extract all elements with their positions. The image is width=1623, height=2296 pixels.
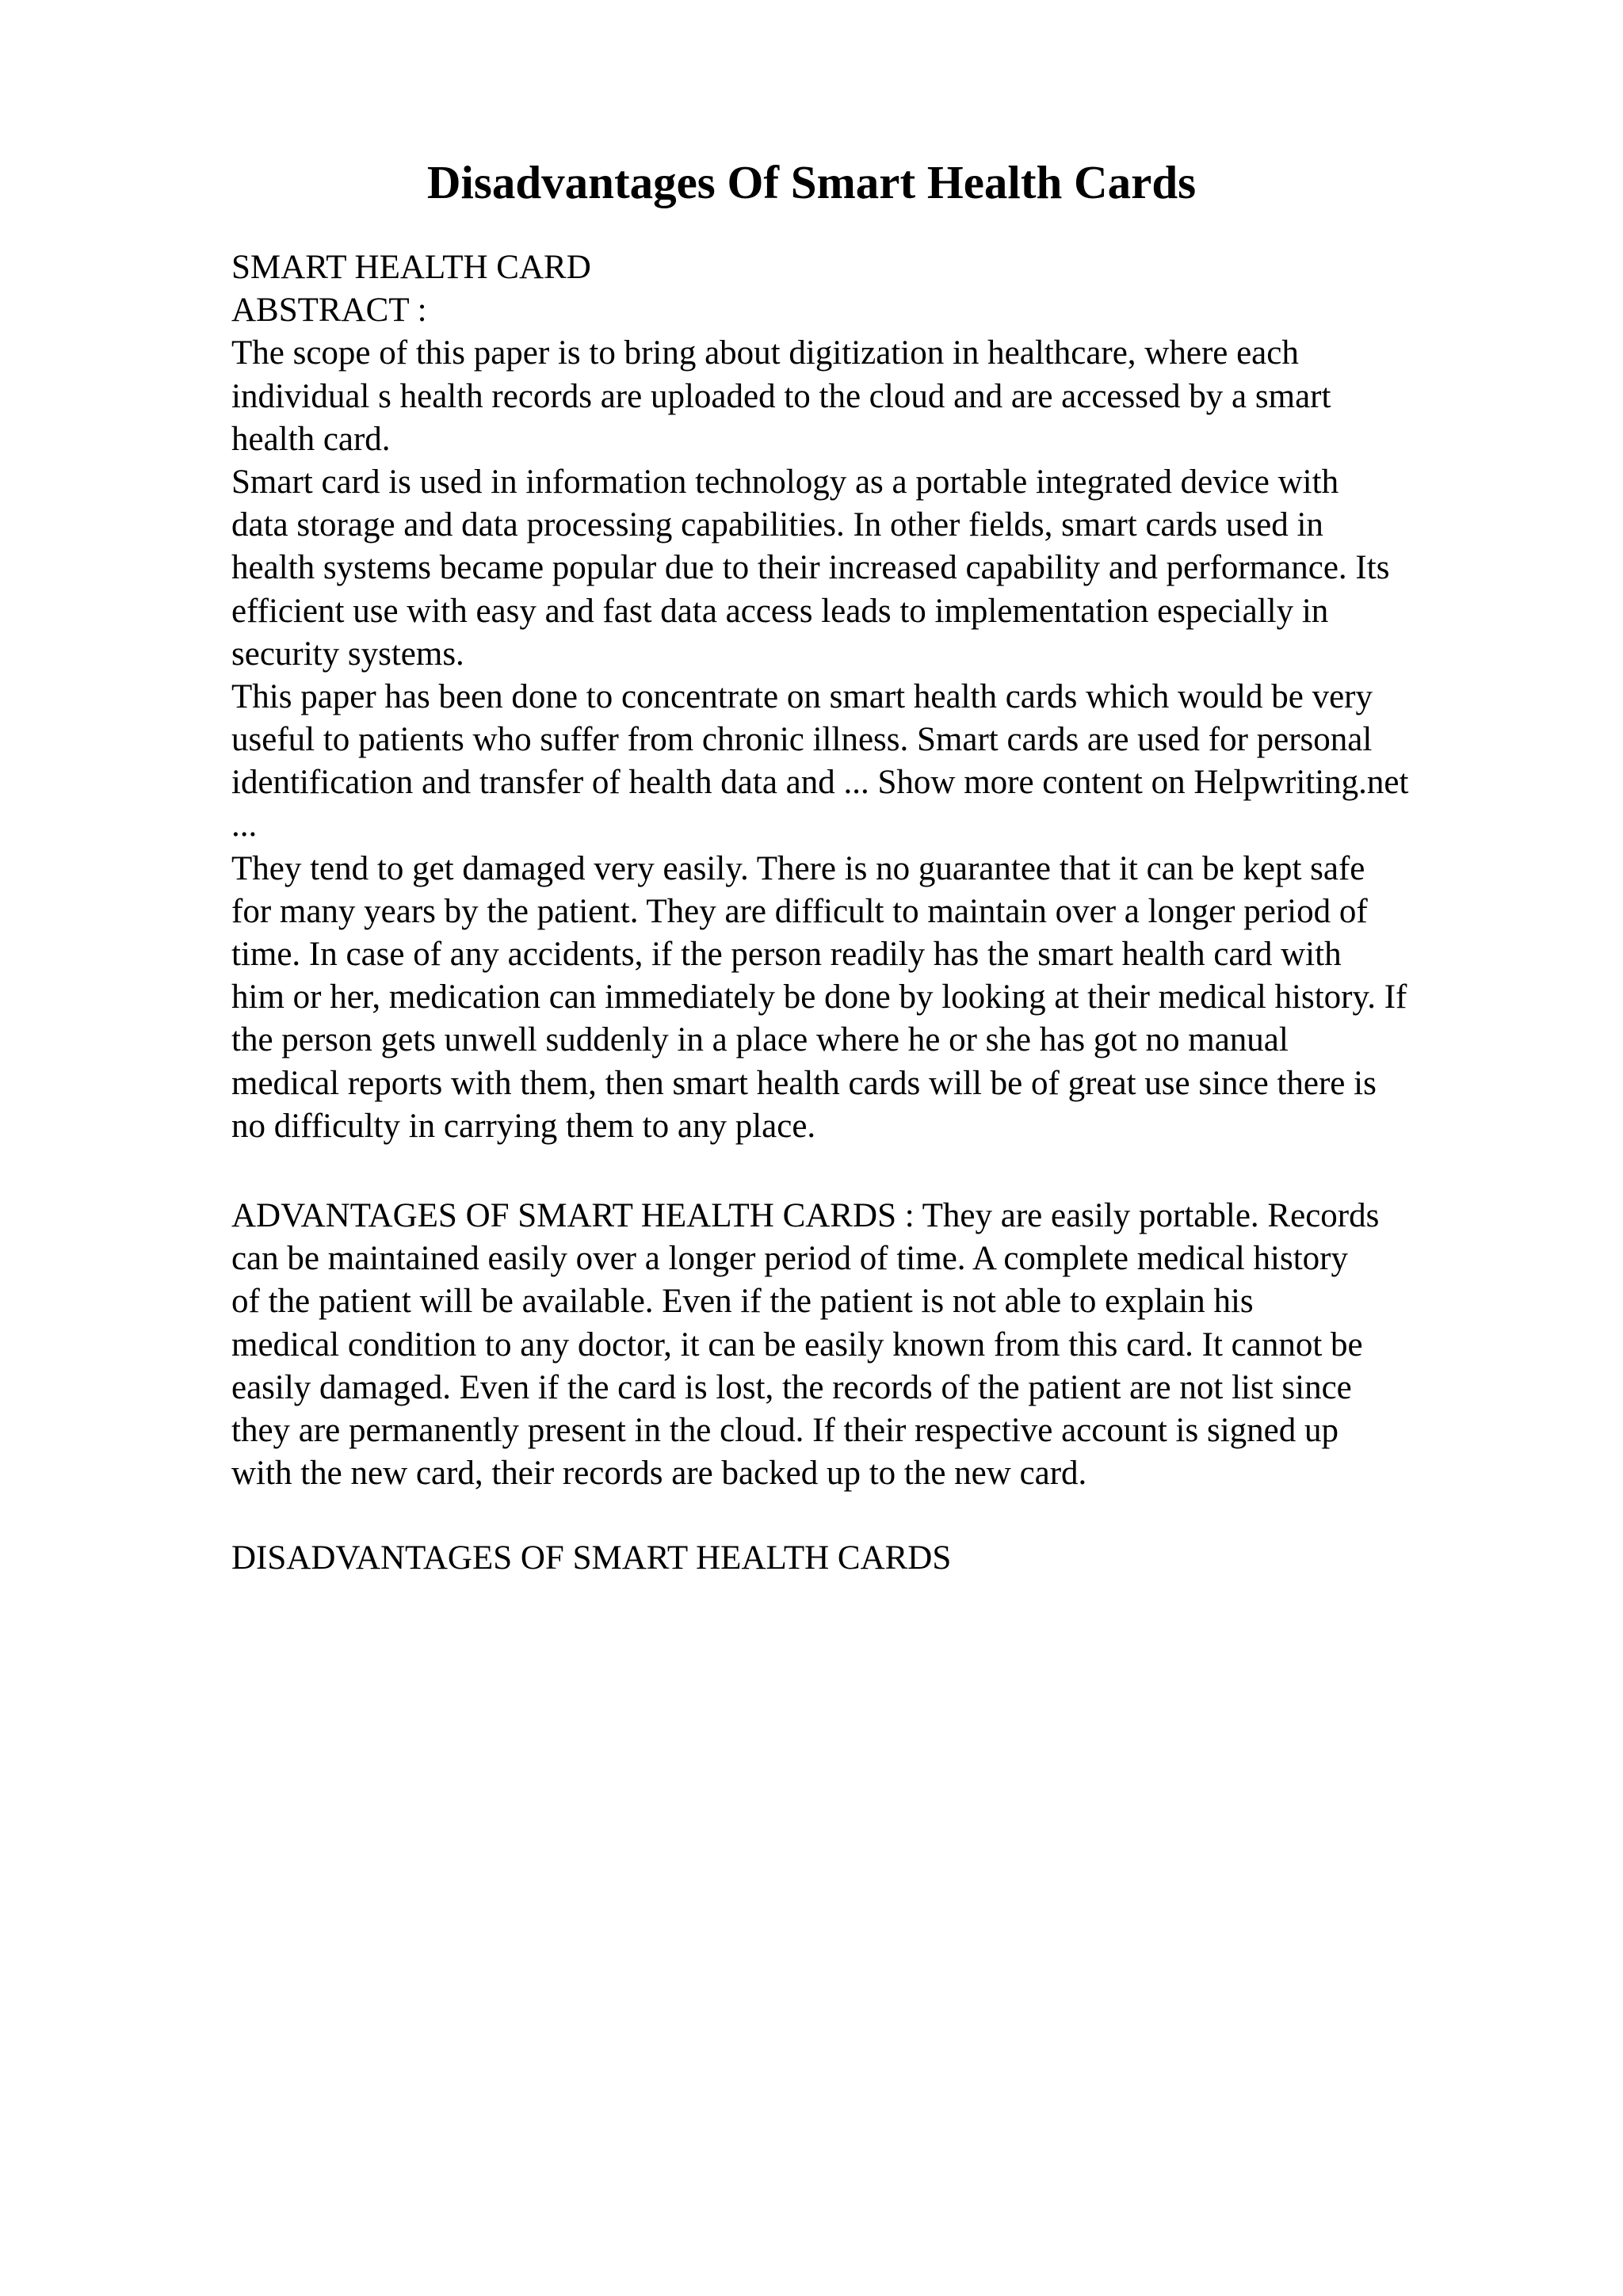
text-line: of the patient will be available. Even if the patient is not able to explain his — [231, 1283, 1254, 1321]
text-line: health card. — [231, 420, 391, 458]
text-line: identification and transfer of health data and ... Show more content on Helpwriting.net — [231, 764, 1409, 802]
text-line: SMART HEALTH CARD — [231, 249, 591, 286]
text-line: medical reports with them, then smart health cards will be of great use since there is — [231, 1064, 1377, 1102]
text-line: easily damaged. Even if the card is lost, the records of the patient are not list since — [231, 1368, 1352, 1406]
text-line: ABSTRACT : — [231, 292, 427, 330]
text-line: they are permanently present in the cloud. If their respective account is signed up — [231, 1411, 1338, 1449]
text-line: security systems. — [231, 635, 464, 673]
text-line: the person gets unwell suddenly in a place where he or she has got no manual — [231, 1021, 1289, 1059]
intro-section — [231, 246, 1408, 1148]
text-line: data storage and data processing capabilities. In other fields, smart cards used in — [231, 506, 1323, 544]
text-line: Smart card is used in information technology as a portable integrated device with — [231, 463, 1339, 501]
text-line: no difficulty in carrying them to any place. — [231, 1107, 816, 1145]
text-line: This paper has been done to concentrate on smart health cards which would be very — [231, 677, 1373, 715]
text-line: individual s health records are uploaded to the cloud and are accessed by a smart — [231, 377, 1331, 415]
text-line: ADVANTAGES OF SMART HEALTH CARDS : They are easily portable. Records — [231, 1197, 1380, 1234]
text-line: medical condition to any doctor, it can be easily known from this card. It cannot be — [231, 1325, 1363, 1363]
text-line: The scope of this paper is to bring about digitization in healthcare, where each — [231, 334, 1299, 372]
document-title: Disadvantages Of Smart Health Cards — [426, 156, 1197, 208]
text-line: can be maintained easily over a longer period of time. A complete medical history — [231, 1240, 1348, 1278]
text-line: him or her, medication can immediately be done by looking at their medical history. If — [231, 978, 1407, 1016]
text-line: useful to patients who suffer from chronic illness. Smart cards are used for personal — [231, 721, 1373, 759]
text-line: health systems became popular due to their increased capability and performance. Its — [231, 549, 1390, 587]
disadvantages-heading: DISADVANTAGES OF SMART HEALTH CARDS — [231, 1539, 952, 1577]
text-line: They tend to get damaged very easily. There is no guarantee that it can be kept safe — [231, 849, 1365, 887]
text-line: with the new card, their records are backed up to the new card. — [231, 1455, 1087, 1493]
disadvantages-section — [231, 1537, 951, 1580]
text-line: time. In case of any accidents, if the person readily has the smart health card with — [231, 936, 1342, 973]
text-line: ... — [231, 807, 258, 845]
advantages-section — [231, 1195, 1379, 1495]
text-line: for many years by the patient. They are difficult to maintain over a longer period of — [231, 892, 1368, 930]
text-line: efficient use with easy and fast data access leads to implementation especially in — [231, 592, 1329, 630]
